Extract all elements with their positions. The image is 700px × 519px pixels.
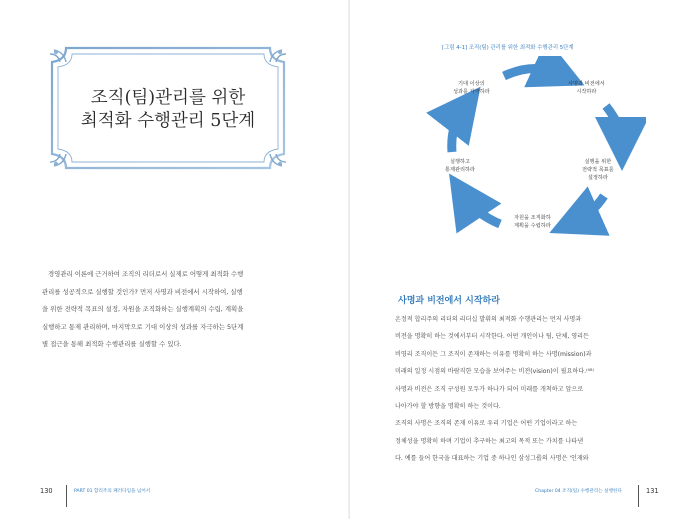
body-line: 별 접근을 통해 최적화 수행관리를 실행할 수 있다.: [42, 340, 182, 349]
cycle-arrow-left-upper: [452, 108, 464, 152]
chapter-title-line-1: 조직(팀)관리를 위한: [90, 88, 246, 108]
figure-caption: [그림 4-1] 조직(팀) 관리를 위한 최적화 수행관리 5단계: [442, 45, 574, 51]
page-number-left: 130: [40, 487, 53, 495]
body-line: 을 위한 전략적 목표의 설정, 자원을 조직화하는 실행계획의 수립, 계획을: [42, 305, 244, 314]
right-body-text: [395, 311, 663, 468]
section-heading: 사명과 비전에서 시작하라: [398, 296, 500, 306]
left-body-text: [42, 266, 304, 354]
body-line: 미래의 일정 시점의 바람직한 모습을 보여주는 비전(vision)이 필요하다.⁽⁴⁸⁾: [395, 368, 594, 376]
body-line: 온정적 합리주의 리더의 리더십 발휘의 최적화 수행관리는 먼저 사명과: [395, 316, 582, 323]
body-line: 경영관리 이론에 근거하여 조직의 리더로서 실제로 어떻게 최적화 수행: [48, 270, 244, 278]
body-line: 비영리 조직이든 그 조직이 존재하는 이유를 명확히 하는 사명(mission)과: [395, 350, 592, 358]
body-line: 정체성을 명확히 하며 기업이 추구하는 최고의 목적 또는 가치를 나타낸: [395, 437, 584, 445]
body-line: 나아가야 할 방향을 명확히 하는 것이다.: [395, 403, 501, 411]
body-line: 다. 예를 들어 한국을 대표하는 기업 중 하나인 삼성그룹의 사명은 '인재와: [395, 455, 589, 463]
node-execute-control: 실행하고 통제관리하라: [445, 159, 476, 173]
cycle-arrow-right-lower: [574, 196, 604, 222]
part-label: PART 01 합리주의 패러다임을 넘어서: [74, 489, 151, 494]
body-line: 관리를 성공적으로 실행할 것인가? 먼저 사명과 비전에서 시작하여, 실행: [42, 287, 243, 296]
chapter-label: Chapter 04 조직(팀) 수행관리는 실행한다: [535, 489, 622, 494]
chapter-title-line-2: 최적화 수행관리 5단계: [80, 111, 256, 131]
cycle-arrow-left-lower: [464, 196, 500, 224]
right-page: [350, 0, 700, 519]
node-exceed-performance: 기대 이상의 성과를 자극하라: [453, 81, 490, 95]
cycle-arrow-right-upper: [606, 106, 622, 144]
cycle-arrow-top: [504, 68, 560, 76]
body-line: 실행하고 통제 관리하며, 마지막으로 기대 이상의 성과를 자극하는 5단계: [42, 322, 244, 331]
chapter-title-frame: [48, 44, 288, 172]
node-mission-vision: 사명과 비전에서 시작하라: [568, 81, 605, 95]
page-number-right: 131: [646, 487, 659, 495]
footer-divider-left: [66, 485, 67, 507]
body-line: 비전을 명확히 하는 것에서부터 시작한다. 어떤 개인이나 팀, 단체, 영리든: [395, 333, 589, 341]
node-strategic-goals: 실행을 위한 전략적 목표를 설정하라: [582, 159, 614, 181]
body-line: 사명과 비전은 조직 구성원 모두가 하나가 되어 미래를 개척하고 앞으로: [395, 385, 584, 393]
footer-divider-right: [638, 485, 639, 507]
chapter-title: [48, 87, 288, 133]
body-line: 조직의 사명은 조직의 존재 이유로 우리 기업은 어떤 기업이라고 하는: [395, 420, 578, 428]
node-action-plan: 자원을 조직화하 계획을 수립하라: [514, 215, 551, 229]
